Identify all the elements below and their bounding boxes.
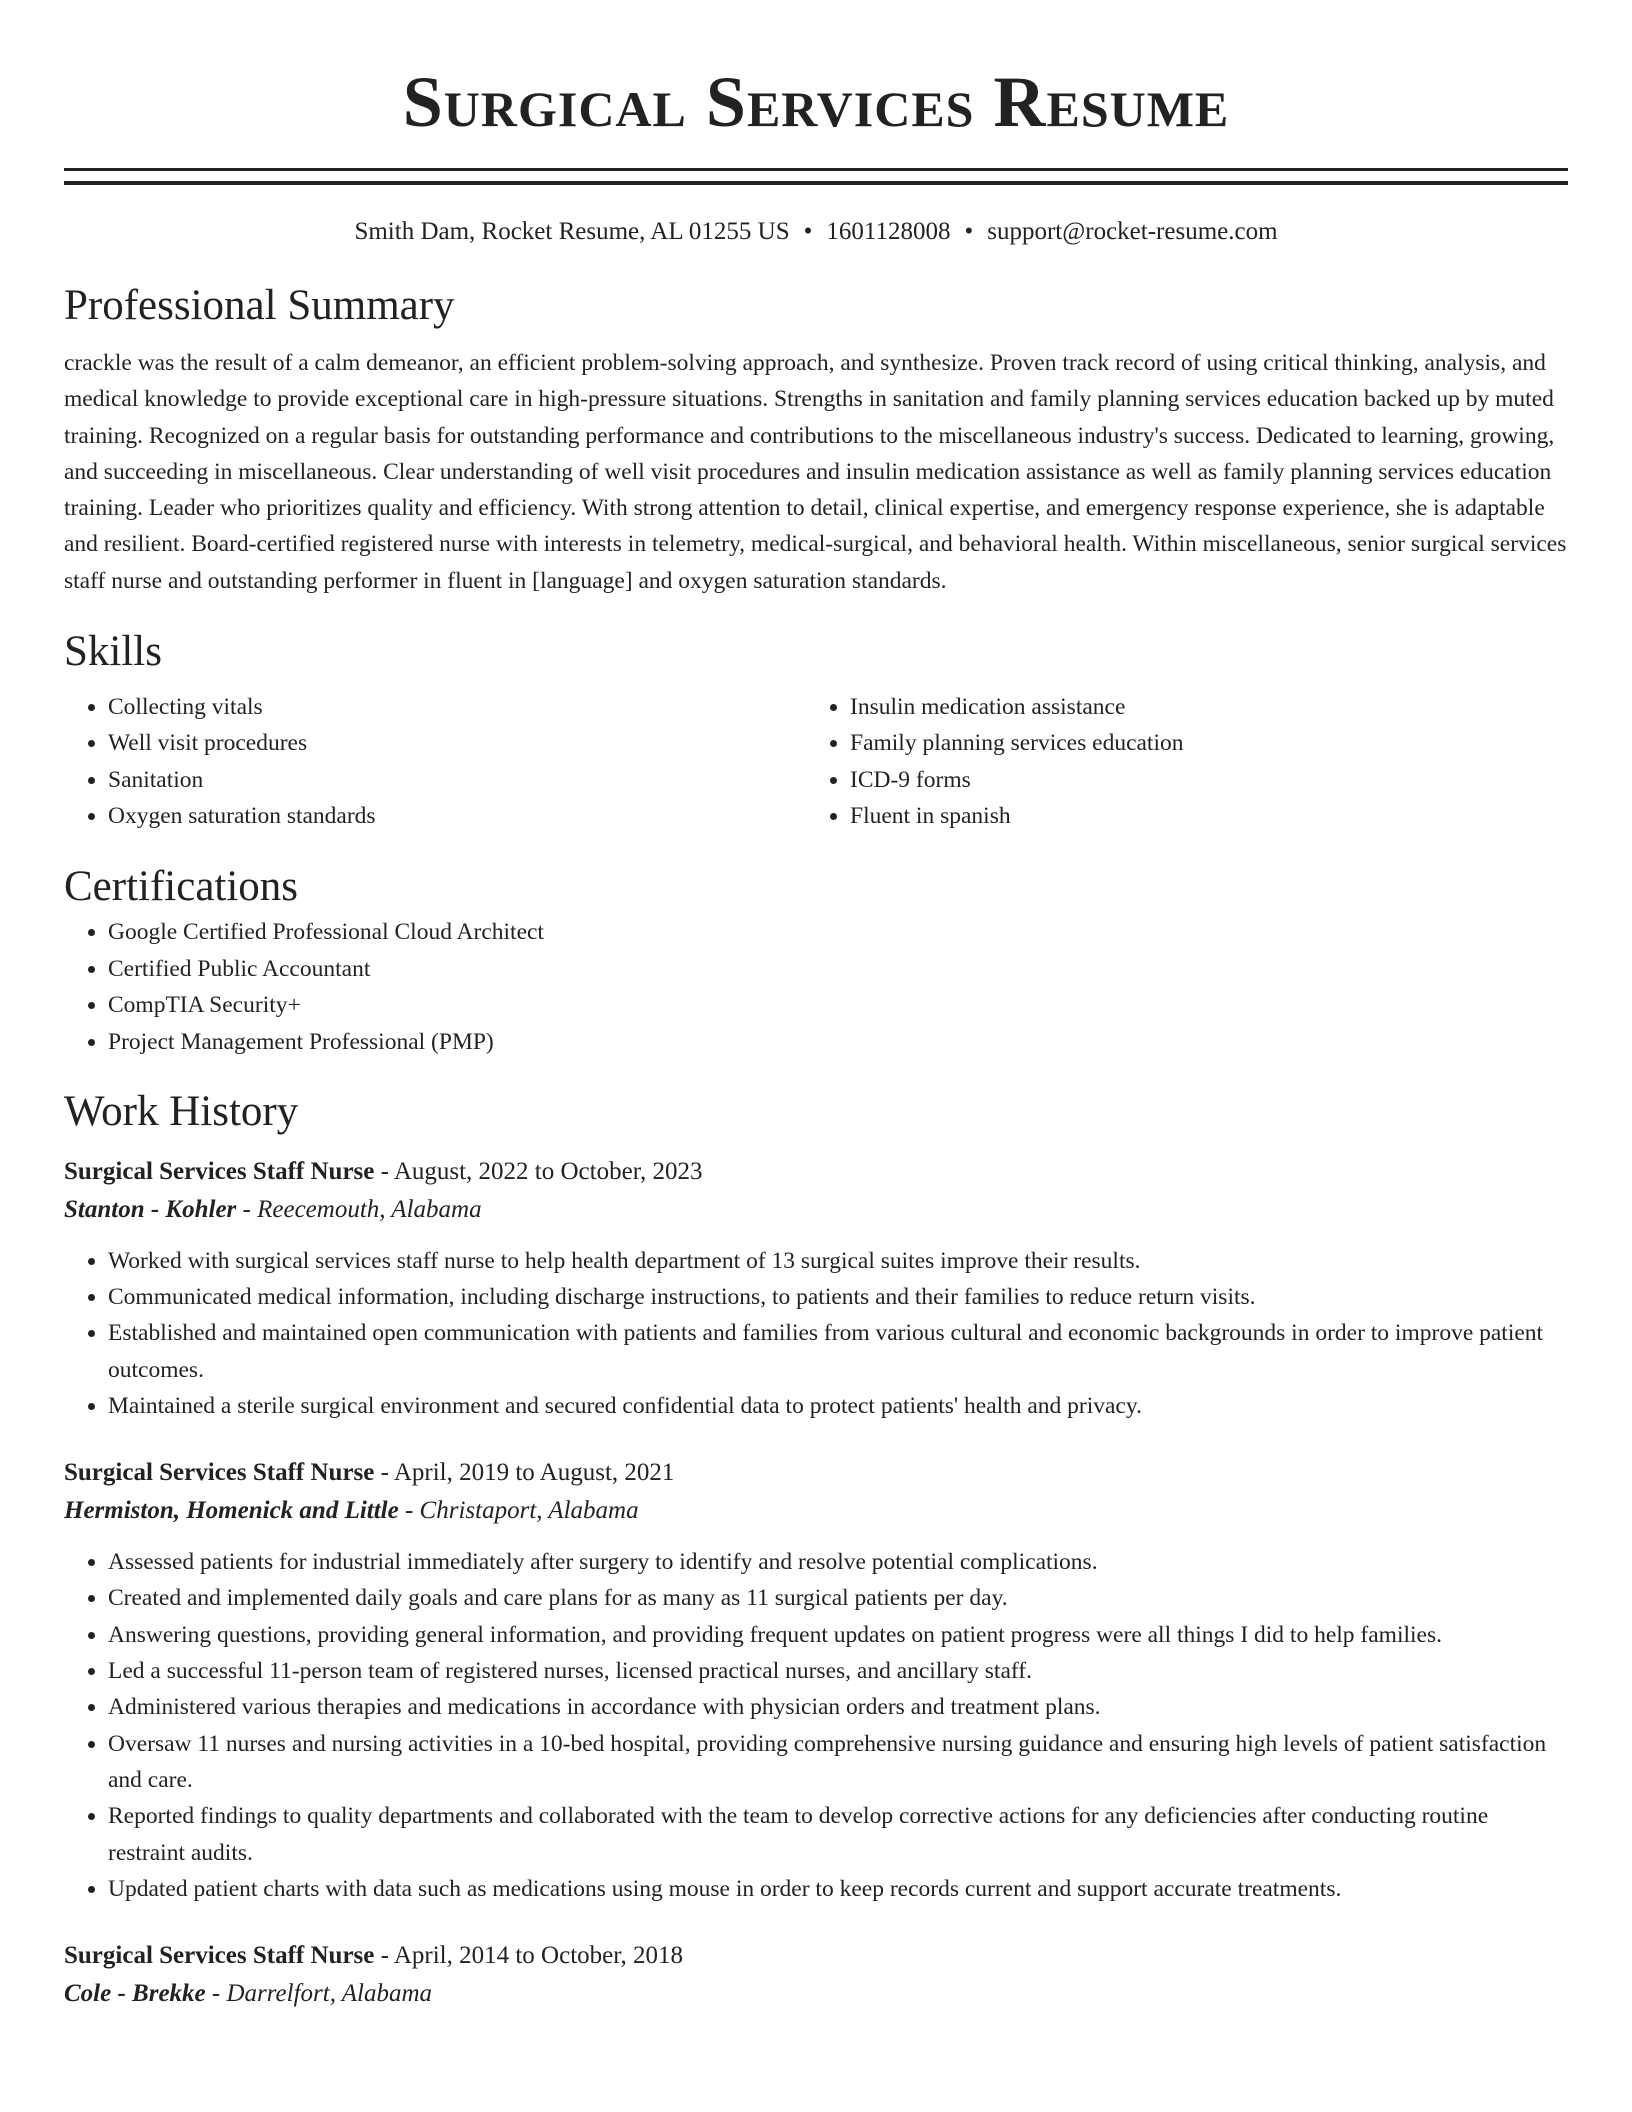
skills-grid [64, 689, 1568, 834]
job-title: Surgical Services Staff Nurse [64, 1157, 375, 1185]
job-location: - Reecemouth, Alabama [236, 1195, 482, 1223]
job-title-line [64, 1454, 1568, 1492]
summary-heading: Professional Summary [64, 282, 455, 329]
job-bullet: • Oversaw 11 nurses and nursing activities in a 10-bed hospital, providing comprehensive nursing guidance and ensuring high levels of patient satisfaction and care. [108, 1726, 1568, 1799]
job-bullet: • Maintained a sterile surgical environment and secured confidential data to protect patients' health and privacy. [108, 1388, 1568, 1424]
job-dates: - April, 2014 to October, 2018 [374, 1942, 684, 1970]
contact-separator: • [803, 218, 813, 245]
job-bullets [64, 1544, 1568, 1907]
job-bullet: • Led a successful 11-person team of registered nurses, licensed practical nurses, and ancillary staff. [108, 1653, 1568, 1689]
job-location: - Christaport, Alabama [398, 1497, 639, 1525]
title-double-rule [64, 168, 1568, 185]
job-entry [64, 1454, 1568, 1907]
contact-separator: • [964, 218, 974, 245]
skill-item: • Insulin medication assistance [850, 689, 1568, 725]
certifications-list [64, 914, 1568, 1060]
job-bullet: • Updated patient charts with data such as medications using mouse in order to keep records current and support accurate treatments. [108, 1871, 1568, 1907]
job-bullet: • Created and implemented daily goals and care plans for as many as 11 surgical patients per day. [108, 1580, 1568, 1616]
job-company: Stanton - Kohler [64, 1195, 237, 1223]
resume-title: Surgical Services Resume [402, 62, 1230, 142]
job-bullet: • Established and maintained open communication with patients and families from various cultural and economic backgrounds in order to improve patient outcomes. [108, 1315, 1568, 1388]
certification-item: • Certified Public Accountant [108, 951, 1568, 988]
contact-address: Smith Dam, Rocket Resume, AL 01255 US [354, 218, 790, 245]
job-location: - Darrelfort, Alabama [205, 1980, 433, 2008]
skills-list-right [806, 689, 1568, 834]
job-title-line [64, 1937, 1568, 1975]
job-bullet: • Answering questions, providing general information, and providing frequent updates on patient progress were all things I did to help families. [108, 1617, 1568, 1653]
job-dates: - April, 2019 to August, 2021 [374, 1459, 675, 1487]
job-dates: - August, 2022 to October, 2023 [374, 1157, 703, 1185]
job-title-line [64, 1153, 1568, 1191]
job-company-line [64, 1492, 1568, 1530]
skill-item: • Family planning services education [850, 725, 1568, 761]
job-company: Cole - Brekke [64, 1980, 206, 2008]
job-company-line [64, 1975, 1568, 2013]
skill-item: • Sanitation [108, 762, 806, 798]
job-company: Hermiston, Homenick and Little [64, 1497, 399, 1525]
job-bullet: • Assessed patients for industrial immediately after surgery to identify and resolve potential complications. [108, 1544, 1568, 1580]
job-bullet: • Reported findings to quality departments and collaborated with the team to develop corrective actions for any deficiencies after conducting routine restraint audits. [108, 1798, 1568, 1871]
skill-item: • Fluent in spanish [850, 798, 1568, 834]
job-entry [64, 1937, 1568, 2013]
job-entry [64, 1153, 1568, 1424]
certification-item: • Google Certified Professional Cloud Architect [108, 914, 1568, 951]
skill-item: • ICD-9 forms [850, 762, 1568, 798]
work-history-heading: Work History [64, 1087, 299, 1135]
contact-email: support@rocket-resume.com [987, 218, 1278, 245]
contact-phone: 1601128008 [826, 218, 951, 245]
certification-item: • CompTIA Security+ [108, 987, 1568, 1024]
job-bullet: • Worked with surgical services staff nurse to help health department of 13 surgical suites improve their results. [108, 1243, 1568, 1279]
job-company-line [64, 1191, 1568, 1229]
skill-item: • Well visit procedures [108, 725, 806, 761]
certification-item: • Project Management Professional (PMP) [108, 1024, 1568, 1061]
job-title: Surgical Services Staff Nurse [64, 1942, 375, 1970]
job-bullet: • Administered various therapies and medications in accordance with physician orders and treatment plans. [108, 1689, 1568, 1725]
contact-line [64, 215, 1568, 249]
certifications-heading: Certifications [64, 863, 299, 911]
skill-item: • Collecting vitals [108, 689, 806, 725]
job-bullet: • Communicated medical information, including discharge instructions, to patients and their families to reduce return visits. [108, 1279, 1568, 1315]
skill-item: • Oxygen saturation standards [108, 798, 806, 834]
skills-list-left [64, 689, 806, 834]
summary-text: crackle was the result of a calm demeanor, an efficient problem-solving approach, and synthesize. Proven track record of using critical thinking, analysis, and medical knowledge to provide exceptional care in high-pressure situations. Strengths in sanitation and family planning services education backed up by muted training. Recognized on a regular basis for outstanding performance and contributions to the miscellaneous industry's success. Dedicated to learning, growing, and succeeding in miscellaneous. Clear understanding of well visit procedures and insulin medication assistance as well as family planning services education training. Leader who prioritizes quality and efficiency. With strong attention to detail, clinical expertise, and emergency response experience, she is adaptable and resilient. Board-certified registered nurse with interests in telemetry, medical-surgical, and behavioral health. Within miscellaneous, senior surgical services staff nurse and outstanding performer in fluent in [language] and oxygen saturation standards. [64, 350, 1567, 594]
skills-heading: Skills [64, 628, 162, 676]
job-title: Surgical Services Staff Nurse [64, 1459, 375, 1487]
job-bullets [64, 1243, 1568, 1424]
